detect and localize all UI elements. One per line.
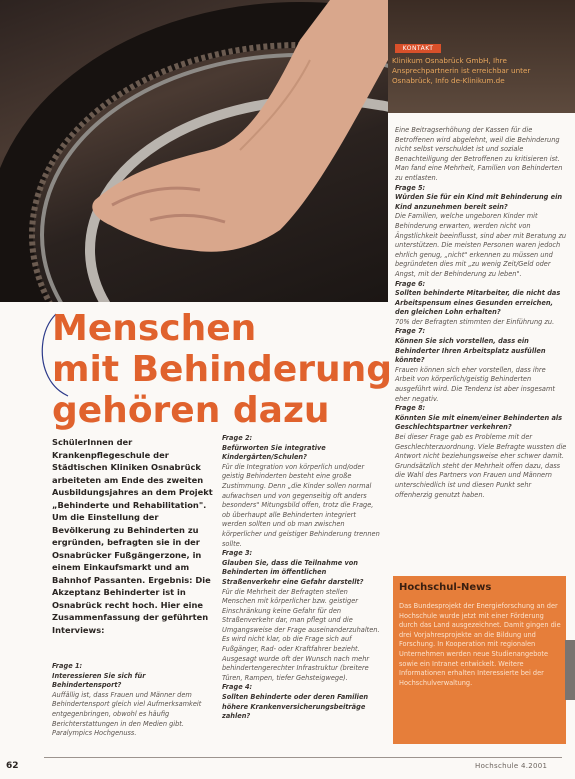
answer-7: Frauen können sich eher vorstellen, dass ihre Arbeit von körperlich/geistig Behinderten ausgeführt wird. Die Tendenz ist aber insgesamt eher negativ. <box>395 365 555 403</box>
middle-column <box>222 434 382 722</box>
question-1: Interessieren Sie sich für Behindertensport? <box>52 671 146 690</box>
question-6-label: Frage 6: <box>395 279 426 288</box>
left-column <box>52 662 217 739</box>
answer-6: 70% der Befragten stimmten der Einführung zu. <box>395 317 555 326</box>
news-title: Hochschul-News <box>399 582 492 593</box>
question-2-label: Frage 2: <box>222 434 253 442</box>
hero-photo <box>0 0 388 302</box>
question-4-label: Frage 4: <box>222 683 253 692</box>
issue-label: Hochschule 4.2001 <box>475 762 548 770</box>
right-column <box>395 126 567 500</box>
question-7-label: Frage 7: <box>395 327 426 336</box>
answer-4: Eine Beitragserhöhung der Kassen für die Betroffenen wird abgelehnt, weil die Behinderung nicht selbst verschuldet ist und soziale Benachteiligung der Betroffenen zu kritisieren ist. Man fand eine Mehrheit, Familien von Behinderten zu entlasten. <box>395 126 563 182</box>
article-headline <box>52 308 393 431</box>
question-3: Glauben Sie, dass die Teilnahme von Behinderten im öffentlichen Straßenverkehr eine Gefahr darstellt? <box>222 558 364 586</box>
question-5-label: Frage 5: <box>395 183 426 192</box>
answer-5: Die Familien, welche ungeboren Kinder mit Behinderung erwarten, werden nicht von Ängstlichkeit beeinflusst, sind aber mit Beratung zu unterstützen. Die meisten Personen waren jedoch ehrlich genug, „nicht" erkennen zu müssen und begründeten dies mit „zu wenig Zeit/Geld oder Angst, mit der Behinderung zu leben". <box>395 212 567 278</box>
headline-line-2: mit Behinderung <box>52 349 393 390</box>
wheelchair-hand-illustration <box>0 0 388 302</box>
kontakt-tag: KONTAKT <box>395 44 441 53</box>
question-8: Könnten Sie mit einem/einer Behinderten als Geschlechtspartner verkehren? <box>395 413 563 432</box>
article-intro: SchülerInnen der Krankenpflegeschule der Städtischen Kliniken Osnabrück arbeiteten am Ende des zweiten Ausbildungsjahres an dem Projekt „Behinderte und Rehabilitation". Um die Einstellung der Bevölkerung zu Behinderten zu ergründen, befragten sie in der Osnabrücker Fußgängerzone, in einem Einkaufsmarkt und am Bahnhof Passanten. Ergebnis: Die Akzeptanz Behinderter ist in Osnabrück recht hoch. Hier eine Zusammenfassung der geführten Interviews: <box>52 437 213 635</box>
question-2: Befürworten Sie integrative Kindergärten/Schulen? <box>222 443 326 462</box>
question-4: Sollten Behinderte oder deren Familien höhere Krankenversicherungsbeiträge zahlen? <box>222 693 369 721</box>
question-3-label: Frage 3: <box>222 549 253 558</box>
answer-8: Bei dieser Frage gab es Probleme mit der Geschlechterzuordnung. Viele Befragte wussten die Antwort nicht beziehungsweise eher schwer damit. Grundsätzlich steht der Mehrheit offen dazu, dass die Wahl des Partners von Frauen und Männern unterschiedlich ist und diesen Punkt sehr offenherzig genutzt haben. <box>395 433 567 499</box>
answer-1: Auffällig ist, dass Frauen und Männer dem Behindertensport gleich viel Aufmerksamkeit entgegenbringen, obwohl es häufig Berichterstattungen in den Medien gibt. Paralympics Hochgenuss. <box>52 690 202 738</box>
question-7: Können Sie sich vorstellen, dass ein Behinderter Ihren Arbeitsplatz ausfüllen könnte? <box>395 337 546 365</box>
news-text: Das Bundesprojekt der Energieforschung an der Hochschule wurde jetzt mit einer Förderung durch das Land ausgezeichnet. Damit gingen die drei Vorjahresprojekte an die Bildung und Forschung. In Kooperation mit regionalen Unternehmen werden neue Studienangebote sowie ein Intranet entwickelt. Weitere Informationen erhalten Interessierte bei der Hochschulverwaltung. <box>399 602 561 687</box>
question-6: Sollten behinderte Mitarbeiter, die nicht das Arbeitspensum eines Gesunden erreichen, den gleichen Lohn erhalten? <box>395 289 561 317</box>
footer-rule <box>44 757 562 758</box>
question-1-label: Frage 1: <box>52 662 83 670</box>
hochschul-news-box <box>393 576 566 744</box>
page-side-tab <box>565 640 575 700</box>
answer-2: Für die Integration von körperlich und/oder geistig Behinderten besteht eine große Zustimmung. Denn „die Kinder sollen normal aufwachsen und von gegenseitig oft anders besonders" Mitungsbild offen, trotz die Frage, ob überhaupt alle Behinderten integriert werden sollten und ob man zwischen körperlicher und geistiger Behinderung trennen sollte. <box>222 462 380 548</box>
kontakt-text: Klinikum Osnabrück GmbH, Ihre Ansprechpartnerin ist erreichbar unter Osnabrück, Info de-Klinikum.de <box>392 56 531 85</box>
page-number: 62 <box>6 761 19 771</box>
answer-3: Für die Mehrheit der Befragten stellen Menschen mit körperlicher bzw. geistiger Einschränkung keine Gefahr für den Straßenverkehr dar, man pflegt und die Umgangsweise der Frage auseinanderzuhalten. Es wird nicht klar, ob die Frage sich auf Fußgänger, Rad- oder Kraftfahrer bezieht. Ausgesagt wurde oft der Wunsch nach mehr behindertengerechter Infrastruktur (breitere Türen, Rampen, tiefer Gehsteigwege). <box>222 587 380 682</box>
question-8-label: Frage 8: <box>395 404 426 413</box>
headline-line-3: gehören dazu <box>52 390 330 431</box>
question-5: Würden Sie für ein Kind mit Behinderung ein Kind anzunehmen bereit sein? <box>395 193 563 211</box>
headline-line-1: Menschen <box>52 308 257 349</box>
